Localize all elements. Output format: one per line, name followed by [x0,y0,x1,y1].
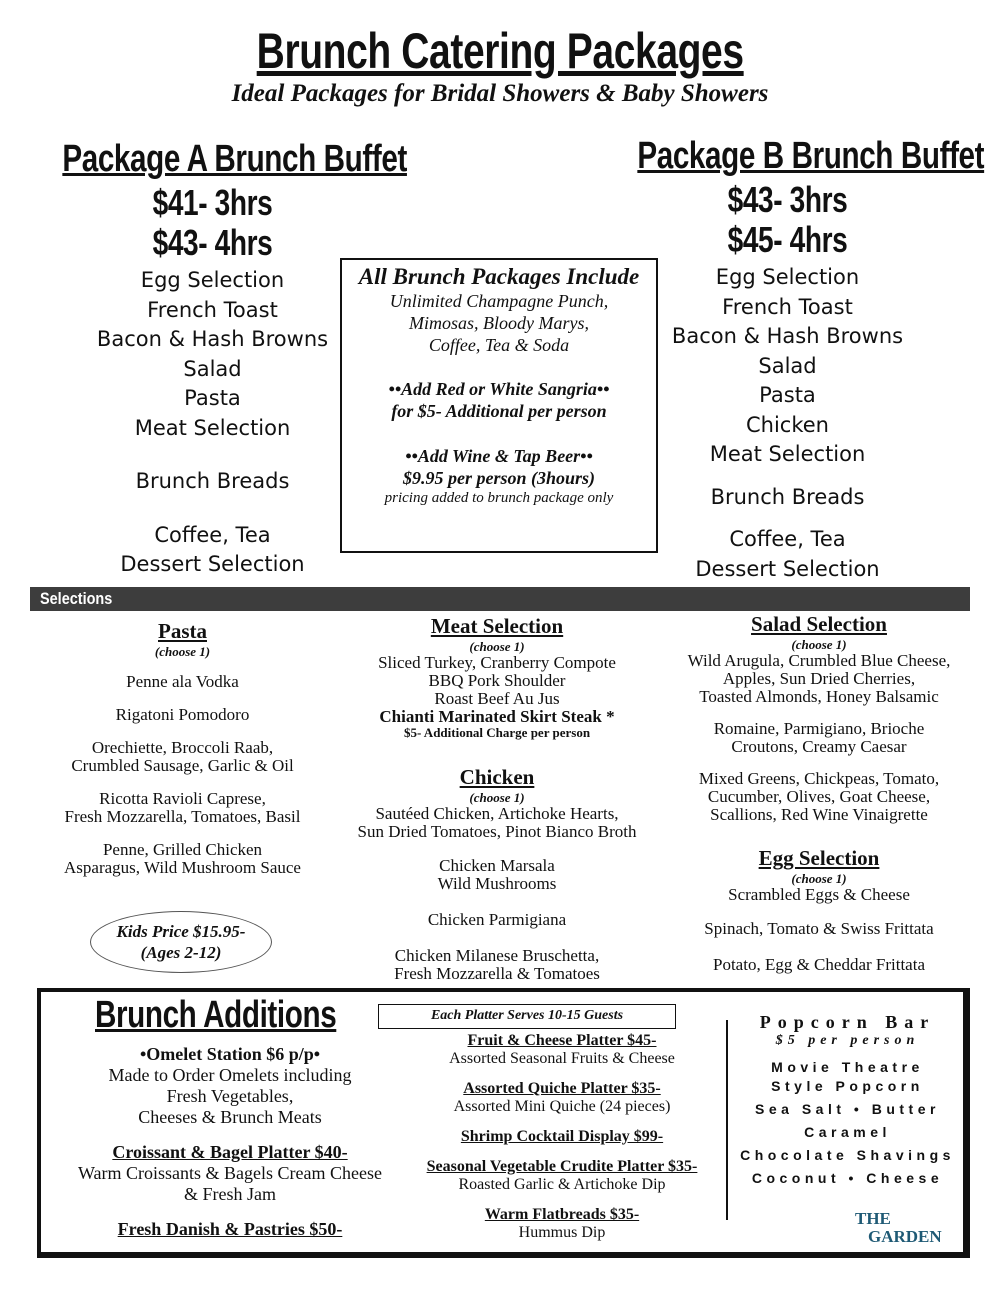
omelet-station-title: •Omelet Station $6 p/p• [139,1044,321,1064]
chicken-title: Chicken [459,765,535,789]
pasta-option: Asparagus, Wild Mushroom Sauce [64,858,301,877]
kids-price-badge [90,911,272,973]
popcorn-bar [735,1012,960,1190]
pasta-choose: (choose 1) [154,644,211,659]
popcorn-line: Coconut • Cheese [751,1170,944,1186]
pasta-title: Pasta [158,619,207,643]
platter-title: Shrimp Cocktail Display $99- [460,1128,664,1145]
package-item: Meat Selection [134,415,291,440]
egg-option: Scrambled Eggs & Cheese [728,885,910,904]
popcorn-line: Sea Salt • Butter [755,1101,940,1117]
package-a-price-4hr: $43- 4hrs [152,222,273,263]
includes-line: Unlimited Champagne Punch, [389,291,609,311]
pasta-section [30,619,335,877]
includes-box [340,258,658,553]
salad-section [665,612,973,824]
package-item: Pasta [184,386,241,410]
platter-title: Assorted Quiche Platter $35- [463,1080,661,1097]
includes-line: Coffee, Tea & Soda [428,335,570,355]
sangria-addon-price: for $5- Additional per person [391,401,607,421]
popcorn-line: Movie Theatre [771,1059,924,1075]
package-item: Coffee, Tea [154,522,271,547]
includes-note: pricing added to brunch package only [384,490,614,506]
chicken-option: Sautéed Chicken, Artichoke Hearts, [375,804,619,823]
salad-option: Toasted Almonds, Honey Balsamic [699,687,939,706]
meat-option: BBQ Pork Shoulder [428,671,566,690]
popcorn-divider [726,1020,728,1220]
popcorn-line: Chocolate Shavings [740,1147,955,1163]
salad-choose: (choose 1) [791,637,847,652]
meat-premium-option: Chianti Marinated Skirt Steak * [379,707,615,726]
package-item: Salad [758,353,817,378]
chicken-option: Wild Mushrooms [437,874,557,893]
package-a-title: Package A Brunch Buffet [62,138,407,180]
page-title: Brunch Catering Packages [256,23,744,79]
platter-title: Fruit & Cheese Platter $45- [467,1032,657,1049]
package-item: Egg Selection [140,268,285,292]
includes-line: Mimosas, Bloody Marys, [409,313,589,333]
package-item: French Toast [147,297,278,322]
chicken-choose: (choose 1) [469,790,525,805]
brunch-additions-title: Brunch Additions [95,994,337,1036]
platter-note: Each Platter Serves 10-15 Guests [430,1008,624,1023]
package-item: Brunch Breads [710,484,865,509]
croissant-line: & Fresh Jam [184,1184,276,1204]
salad-option: Apples, Sun Dried Cherries, [722,669,916,688]
package-b-price-4hr: $45- 4hrs [727,219,848,260]
egg-title: Egg Selection [758,846,880,870]
platters-list [395,1032,729,1242]
salad-option: Romaine, Parmigiano, Brioche [713,719,925,738]
kids-price: Kids Price $15.95- [116,922,246,941]
package-item: French Toast [722,294,853,319]
package-b-price-3hr: $43- 3hrs [727,179,848,220]
selections-label: Selections [40,589,113,608]
platter-desc: Assorted Mini Quiche (24 pieces) [453,1098,671,1115]
pasta-option: Fresh Mozzarella, Tomatoes, Basil [64,807,301,826]
salad-option: Scallions, Red Wine Vinaigrette [710,805,928,824]
chicken-option: Chicken Milanese Bruschetta, [394,946,600,965]
package-item: Brunch Breads [135,469,290,493]
logo-line: GARDEN [868,1227,942,1246]
package-b-title: Package B Brunch Buffet [637,135,985,177]
salad-option: Mixed Greens, Chickpeas, Tomato, [698,769,940,788]
popcorn-line: Style Popcorn [771,1078,924,1094]
egg-option: Spinach, Tomato & Swiss Frittata [704,919,934,938]
salad-option: Cucumber, Olives, Goat Cheese, [707,787,931,806]
package-item: Coffee, Tea [729,527,846,551]
meat-choose: (choose 1) [469,639,525,654]
omelet-line: Made to Order Omelets including [108,1065,352,1085]
chicken-section [338,765,656,983]
danish-platter-title: Fresh Danish & Pastries $50- [117,1219,343,1239]
includes-title: All Brunch Packages Include [358,264,640,289]
salad-title: Salad Selection [751,612,887,636]
meat-title: Meat Selection [430,614,564,638]
meat-option: Sliced Turkey, Cranberry Compote [378,653,616,672]
meat-section [338,614,656,740]
package-item: Pasta [759,383,816,407]
wine-addon-price: $9.95 per person (3hours) [402,468,596,488]
platter-title: Seasonal Vegetable Crudite Platter $35- [426,1158,698,1175]
pasta-option: Orechiette, Broccoli Raab, [91,738,274,757]
pasta-option: Penne, Grilled Chicken [102,840,263,859]
selections-bar [30,587,970,611]
kids-ages: (Ages 2-12) [140,943,222,962]
meat-premium-note: $5- Additional Charge per person [403,725,591,740]
platter-note-box [378,1004,676,1029]
salad-option: Croutons, Creamy Caesar [731,737,907,756]
package-item: Bacon & Hash Browns [671,324,904,348]
pasta-option: Ricotta Ravioli Caprese, [99,789,266,808]
chicken-option: Sun Dried Tomatoes, Pinot Bianco Broth [357,822,637,841]
platter-desc: Roasted Garlic & Artichoke Dip [458,1176,666,1193]
popcorn-line: Caramel [804,1124,891,1140]
package-item: Meat Selection [709,442,866,466]
egg-option: Potato, Egg & Cheddar Frittata [713,955,925,974]
package-item: Dessert Selection [120,552,305,576]
platter-title: Warm Flatbreads $35- [484,1206,640,1223]
pasta-option: Rigatoni Pomodoro [115,705,250,724]
package-item: Salad [183,356,242,381]
chicken-option: Fresh Mozzarella & Tomatoes [394,964,600,983]
sangria-addon: ••Add Red or White Sangria•• [388,379,610,399]
croissant-platter-title: Croissant & Bagel Platter $40- [112,1142,348,1162]
wine-addon: ••Add Wine & Tap Beer•• [405,446,593,466]
package-a-price-3hr: $41- 3hrs [152,182,273,223]
popcorn-title: Popcorn Bar [759,1012,936,1032]
chicken-option: Chicken Parmigiana [427,910,567,929]
additions-left [55,1044,405,1240]
meat-option: Roast Beef Au Jus [434,689,560,708]
salad-option: Wild Arugula, Crumbled Blue Cheese, [687,651,951,670]
pasta-option: Crumbled Sausage, Garlic & Oil [71,756,294,775]
popcorn-price: $5 per person [775,1033,920,1048]
package-item: Bacon & Hash Browns [96,327,329,351]
croissant-line: Warm Croissants & Bagels Cream Cheese [78,1163,382,1183]
page-subtitle: Ideal Packages for Bridal Showers & Baby Showers [231,80,769,107]
egg-choose: (choose 1) [791,871,847,886]
the-garden-logo [855,1210,942,1246]
platter-desc: Assorted Seasonal Fruits & Cheese [449,1050,675,1067]
logo-line: THE [855,1209,891,1228]
omelet-line: Fresh Vegetables, [166,1086,294,1106]
egg-section [665,846,973,974]
omelet-line: Cheeses & Brunch Meats [138,1107,322,1127]
package-item: Chicken [746,412,829,437]
platter-desc: Hummus Dip [518,1224,606,1241]
chicken-option: Chicken Marsala [439,856,555,875]
package-item: Egg Selection [715,265,860,289]
pasta-option: Penne ala Vodka [126,672,239,691]
package-item: Dessert Selection [695,556,880,581]
